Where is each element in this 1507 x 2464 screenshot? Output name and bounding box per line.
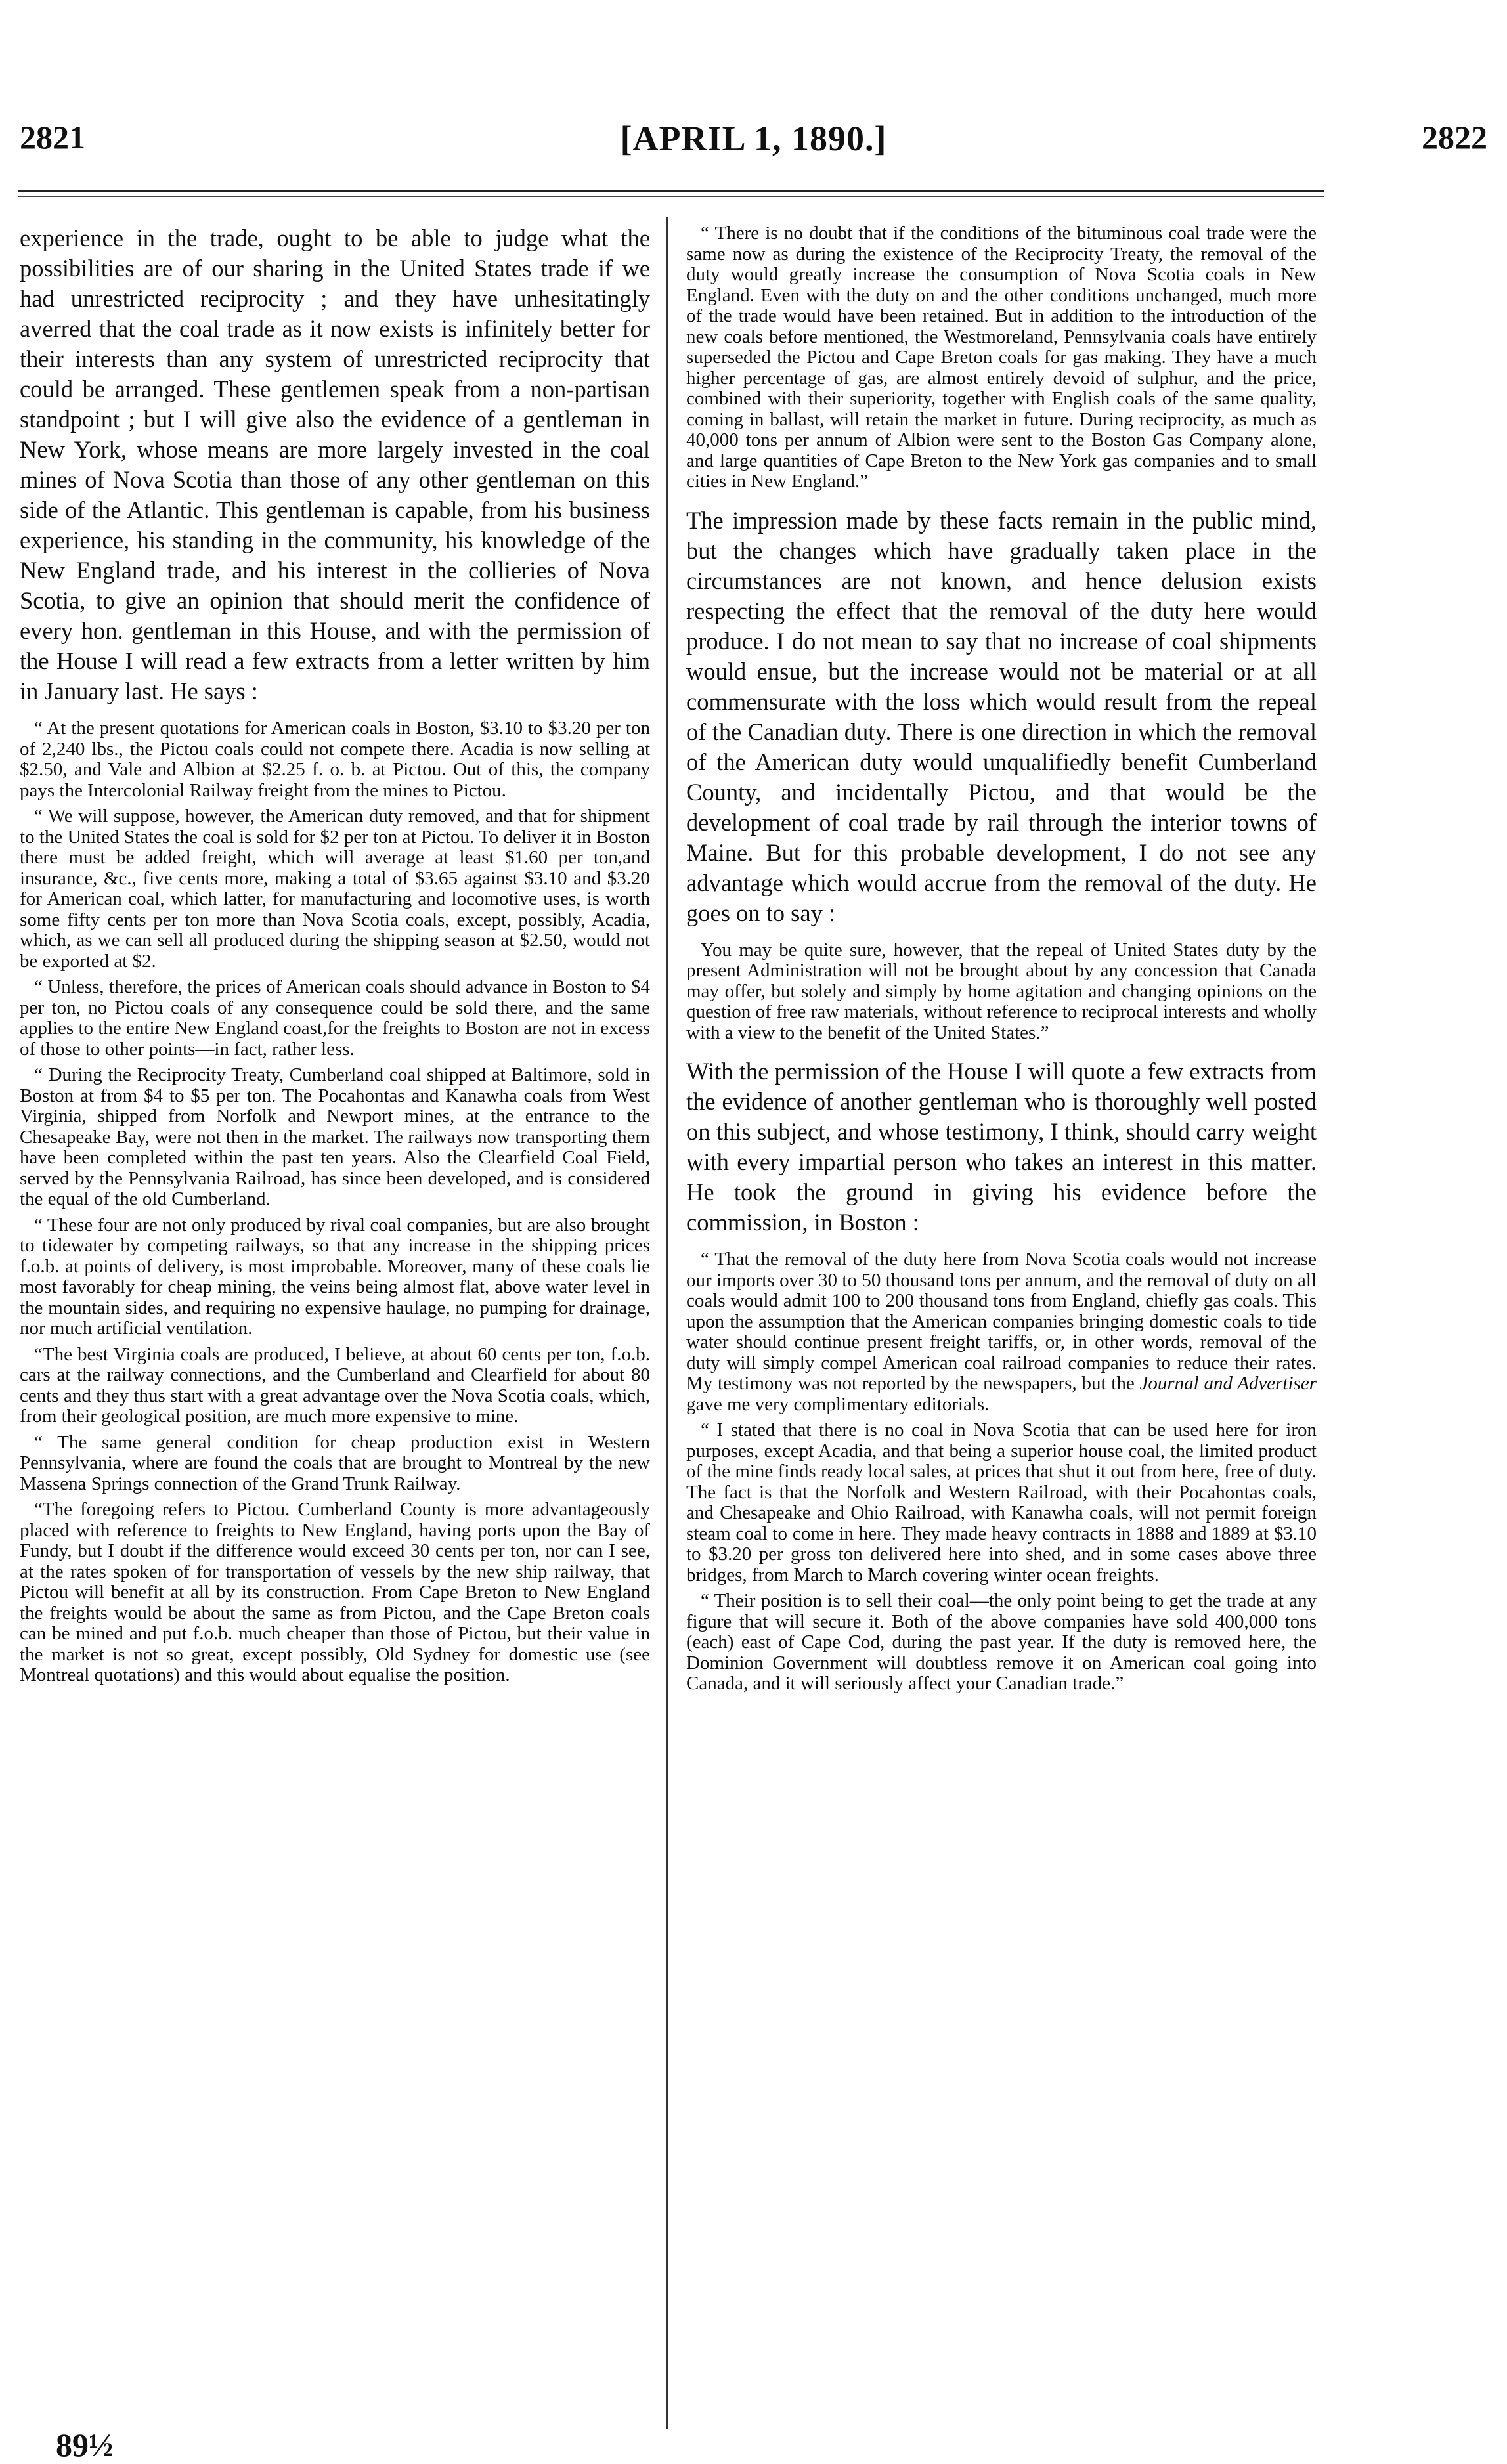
signature-mark: 89½: [56, 2427, 114, 2463]
letter-extract: [686, 223, 1317, 492]
quote-text: gave me very complimentary editorials.: [686, 1393, 990, 1415]
quote-paragraph: “ These four are not only produced by rival coal companies, but are also brought to tidewater by competing railways, so that any increase in the shipping prices f.o.b. at points of delivery, is most improbable. Moreover, many of these coals lie most favorably for cheap mining, the veins being almost flat, above water level in the mountain sides, and requiring no expensive haulage, no pumping for drainage, nor much artificial ventilation.: [20, 1214, 650, 1339]
quote-text: “ That the removal of the duty here from Nova Scotia coals would not increase our imports over 30 to 50 thousand tons per annum, and the removal of duty on all coals would admit 100 to 200 thousand tons from England, chiefly gas coals. This upon the assumption that the American companies bringing domestic coals to tide water should continue present freight tariffs, or, in other words, removal of the duty will simply compel American coal railroad companies to reduce their rates. My testimony was not reported by the newspapers, but the: [686, 1249, 1317, 1394]
quote-paragraph: “ At the present quotations for American coals in Boston, $3.10 to $3.20 per ton of 2,240 lbs., the Pictou coals could not compete there. Acadia is now selling at $2.50, and Vale and Albion at $2.25 f. o. b. at Pictou. Out of this, the company pays the Intercolonial Railway freight from the mines to Pictou.: [20, 718, 650, 801]
quote-paragraph: “ The same general condition for cheap production exist in Western Pennsylvania, where are found the coals that are brought to Montreal by the new Massena Springs connection of the Grand Trunk Railway.: [20, 1431, 650, 1494]
column-divider: [666, 217, 668, 2429]
page-number-left: 2821: [20, 119, 85, 156]
quote-paragraph: “The foregoing refers to Pictou. Cumberland County is more advantageously placed with reference to freights to New England, having ports upon the Bay of Fundy, but I doubt if the difference would exceed 30 cents per ton, nor can I see, at the rates spoken of for transportation of vessels by the new ship railway, that Pictou will benefit at all by its construction. From Cape Breton to New England the freights would be about the same as from Pictou, and the Cape Breton coals can be mined and put f.o.b. much cheaper than those of Pictou, but their value in the market is not so great, except possibly, Old Sydney for domestic use (see Montreal quotations) and this would about equalise the position.: [20, 1499, 650, 1685]
page-header: [0, 85, 1507, 158]
page-number-right: 2822: [1422, 119, 1487, 156]
right-column: [686, 223, 1317, 1708]
header-rule-thin: [18, 196, 1324, 197]
evidence-extract: [686, 1249, 1317, 1695]
quote-paragraph: [686, 1249, 1317, 1415]
newspaper-name: Journal and Advertiser: [1139, 1373, 1317, 1394]
left-column: [20, 223, 650, 1699]
paragraph: experience in the trade, ought to be able to judge what the possibilities are of our sharing in the United States trade if we had unrestricted reciprocity ; and they have unhesitatingly averred that the coal trade as it now exists is infinitely better for their interests than any system of unrestricted reciprocity that could be arranged. These gentlemen speak from a non-partisan standpoint ; but I will give also the evidence of a gentleman in New York, whose means are more largely invested in the coal mines of Nova Scotia than those of any other gentleman on this side of the Atlantic. This gentleman is capable, from his business experience, his standing in the community, his knowledge of the New England trade, and his interest in the collieries of Nova Scotia, to give an opinion that should merit the confidence of every hon. gentleman in this House, and with the permission of the House I will read a few extracts from a letter written by him in January last. He says :: [20, 225, 650, 704]
quote-paragraph: “The best Virginia coals are produced, I believe, at about 60 cents per ton, f.o.b. cars at the railway connections, and the Cumberland and Clearfield for about 80 cents and they thus start with a great advantage over the Nova Scotia coals, which, from their geological position, are much more expensive to mine.: [20, 1343, 650, 1427]
header-rule-thick: [18, 190, 1324, 192]
quote-paragraph: “ During the Reciprocity Treaty, Cumberland coal shipped at Baltimore, sold in Boston at from $4 to $5 per ton. The Pocahontas and Kanawha coals from West Virginia, shipped from Norfolk and Newport mines, at the entrance to the Chesapeake Bay, were not then in the market. The railways now transporting them have been completed within the past ten years. Also the Clearfield Coal Field, served by the Pennsylvania Railroad, has since been developed, and is considered the equal of the old Cumberland.: [20, 1064, 650, 1209]
quote-paragraph: “ Unless, therefore, the prices of American coals should advance in Boston to $4 per ton, no Pictou coals of any consequence could be sold there, and the same applies to the entire New England coast,for the freights to Boston are not in excess of those to other points—in fact, rather less.: [20, 976, 650, 1060]
quote-paragraph: You may be quite sure, however, that the repeal of United States duty by the present Administration will not be brought about by any concession that Canada may offer, but solely and simply by home agitation and changing opinions on the question of free raw materials, without reference to reciprocal interests and wholly with a view to the benefit of the United States.”: [686, 939, 1317, 1043]
quote-paragraph: “ I stated that there is no coal in Nova Scotia that can be used here for iron purposes, except Acadia, and that being a superior house coal, the limited product of the mine finds ready local sales, at prices that shut it out from here, free of duty. The fact is that the Norfolk and Western Railroad, with their Pocahontas coals, and Chesapeake and Ohio Railroad, with Kanawha coals, will not permit foreign steam coal to come in here. They made heavy contracts in 1888 and 1889 at $3.10 to $3.20 per gross ton delivered here into shed, and in some cases above three bridges, from March to March covering winter ocean freights.: [686, 1419, 1317, 1586]
quote-paragraph: “ We will suppose, however, the American duty removed, and that for shipment to the United States the coal is sold for $2 per ton at Pictou. To deliver it in Boston there must be added freight, which will average at least $1.60 per ton,and insurance, &c., five cents more, making a total of $3.65 against $3.10 and $3.20 for American coal, which latter, for manufacturing and locomotive uses, is worth some fifty cents per ton more than Nova Scotia coals, except, possibly, Acadia, which, as we can sell all produced during the shipping season at $2.50, would not be exported at $2.: [20, 806, 650, 972]
paragraph: The impression made by these facts remain in the public mind, but the changes which have gradually taken place in the circumstances are not known, and hence delusion exists respecting the effect that the removal of the duty here would produce. I do not mean to say that no increase of coal shipments would ensue, but the increase would not be material or at all commensurate with the loss which would result from the repeal of the Canadian duty. There is one direction in which the removal of the American duty would unqualifiedly benefit Cumberland County, and incidentally Pictou, and that would be the development of coal trade by rail through the interior towns of Maine. But for this probable development, I do not see any advantage which would accrue from the removal of the duty. He goes on to say :: [686, 506, 1317, 926]
page-date: [APRIL 1, 1890.]: [620, 119, 887, 158]
paragraph: With the permission of the House I will quote a few extracts from the evidence of another gentleman who is thoroughly well posted on this subject, and whose testimony, I think, should carry weight with every impartial person who takes an interest in this matter. He took the ground in giving his evidence before the commission, in Boston :: [686, 1058, 1317, 1236]
quote-paragraph: “ There is no doubt that if the conditions of the bituminous coal trade were the same now as during the existence of the Reciprocity Treaty, the removal of the duty would greatly increase the consumption of Nova Scotia coals in New England. Even with the duty on and the other conditions unchanged, much more of the trade would have been retained. But in addition to the introduction of the new coals before mentioned, the Westmoreland, Pennsylvania coals have entirely superseded the Pictou and Cape Breton coals for gas making. They have a much higher percentage of gas, are almost entirely devoid of sulphur, and the price, combined with their superiority, together with English coals of the same quality, coming in ballast, will retain the market in future. During reciprocity, as much as 40,000 tons per annum of Albion were sent to the Boston Gas Company alone, and large quantities of Cape Breton to the New York gas companies and to small cities in New England.”: [686, 223, 1317, 492]
letter-extract: [686, 940, 1317, 1044]
quote-paragraph: “ Their position is to sell their coal—the only point being to get the trade at any figure that will secure it. Both of the above companies have sold 400,000 tons (each) east of Cape Cod, during the past year. If the duty is removed here, the Dominion Government will doubtless remove it on American coal going into Canada, and it will seriously affect your Canadian trade.”: [686, 1590, 1317, 1694]
letter-extract: [20, 718, 650, 1686]
